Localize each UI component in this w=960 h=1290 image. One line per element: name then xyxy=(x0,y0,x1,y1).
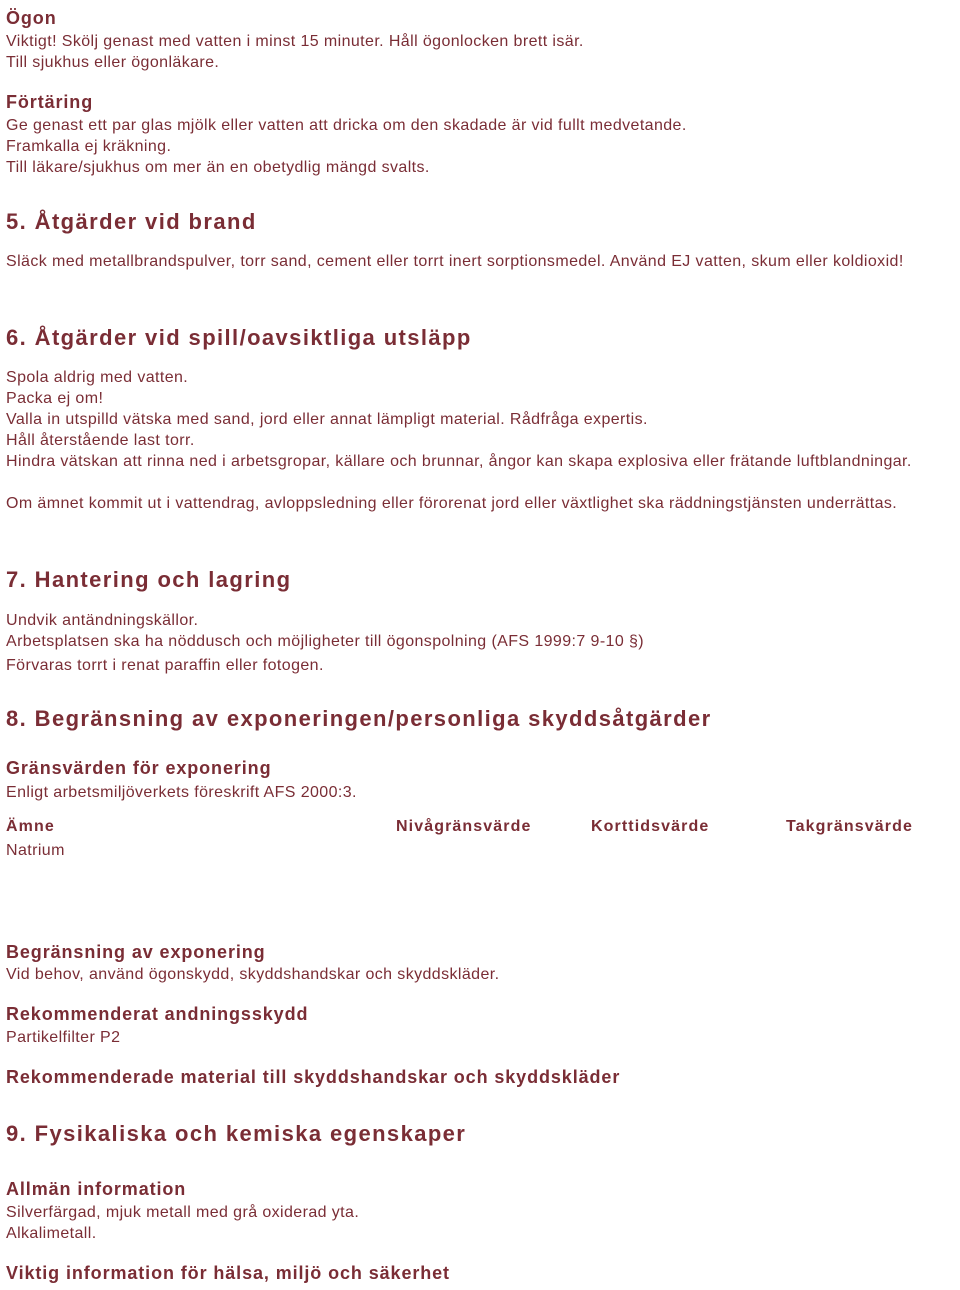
general-info-heading: Allmän information xyxy=(6,1179,187,1199)
table-cell-substance: Natrium xyxy=(6,842,65,859)
column-header-substance: Ämne xyxy=(6,818,55,835)
column-header-short-term-value: Korttidsvärde xyxy=(591,818,710,835)
ingestion-text-3: Till läkare/sjukhus om mer än en obetydlig mängd svalts. xyxy=(6,159,430,176)
eyes-heading: Ögon xyxy=(6,8,57,28)
ingestion-heading: Förtäring xyxy=(6,92,94,112)
section-8-heading: 8. Begränsning av exponeringen/personliga skyddsåtgärder xyxy=(6,706,712,731)
exposure-heading: Begränsning av exponering xyxy=(6,942,266,962)
general-info-text-1: Silverfärgad, mjuk metall med grå oxiderad yta. xyxy=(6,1204,360,1221)
column-header-level-limit: Nivågränsvärde xyxy=(396,818,532,835)
handling-text-1: Undvik antändningskällor. xyxy=(6,612,199,629)
spill-text-1: Spola aldrig med vatten. xyxy=(6,369,189,386)
exposure-text: Vid behov, använd ögonskydd, skyddshandskar och skyddskläder. xyxy=(6,966,500,983)
section-5-text: Släck med metallbrandspulver, torr sand, cement eller torrt inert sorptionsmedel. Använd EJ vatten, skum eller koldioxid! xyxy=(6,253,904,270)
important-info-heading: Viktig information för hälsa, miljö och säkerhet xyxy=(6,1263,450,1283)
spill-text-3: Valla in utspilld vätska med sand, jord eller annat lämpligt material. Rådfråga expertis. xyxy=(6,411,648,428)
materials-heading: Rekommenderade material till skyddshandskar och skyddskläder xyxy=(6,1067,621,1087)
eyes-text-2: Till sjukhus eller ögonläkare. xyxy=(6,54,220,71)
section-6-heading: 6. Åtgärder vid spill/oavsiktliga utsläpp xyxy=(6,325,472,350)
limits-text: Enligt arbetsmiljöverkets föreskrift AFS 2000:3. xyxy=(6,784,357,801)
spill-text-6: Om ämnet kommit ut i vattendrag, avloppsledning eller förorenat jord eller växtlighet ska räddningstjänsten underrättas. xyxy=(6,495,898,512)
respiratory-heading: Rekommenderat andningsskydd xyxy=(6,1004,309,1024)
table-row xyxy=(6,840,65,861)
respiratory-text: Partikelfilter P2 xyxy=(6,1029,121,1046)
limits-heading: Gränsvärden för exponering xyxy=(6,758,272,778)
eyes-text-1: Viktigt! Skölj genast med vatten i minst 15 minuter. Håll ögonlocken brett isär. xyxy=(6,33,584,50)
handling-text-2: Arbetsplatsen ska ha nöddusch och möjligheter till ögonspolning (AFS 1999:7 9-10 §) xyxy=(6,633,645,650)
spill-text-4: Håll återstående last torr. xyxy=(6,432,195,449)
section-5-heading: 5. Åtgärder vid brand xyxy=(6,209,257,234)
spill-text-5: Hindra vätskan att rinna ned i arbetsgropar, källare och brunnar, ångor kan skapa explosiva eller frätande luftblandningar. xyxy=(6,453,912,470)
spill-text-2: Packa ej om! xyxy=(6,390,104,407)
column-header-ceiling-limit: Takgränsvärde xyxy=(786,818,913,835)
general-info-text-2: Alkalimetall. xyxy=(6,1225,97,1242)
section-9-heading: 9. Fysikaliska och kemiska egenskaper xyxy=(6,1121,467,1146)
ingestion-text-1: Ge genast ett par glas mjölk eller vatten att dricka om den skadade är vid fullt medvetande. xyxy=(6,117,687,134)
handling-text-3: Förvaras torrt i renat paraffin eller fotogen. xyxy=(6,657,324,674)
section-7-heading: 7. Hantering och lagring xyxy=(6,567,292,592)
limits-table-header xyxy=(0,816,960,838)
ingestion-text-2: Framkalla ej kräkning. xyxy=(6,138,172,155)
